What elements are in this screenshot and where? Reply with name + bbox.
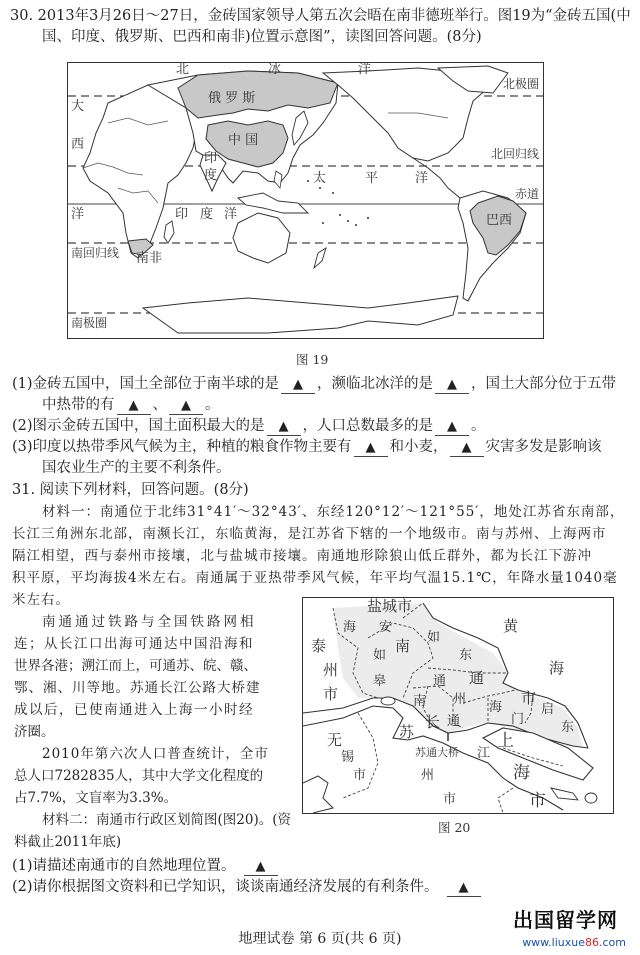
q30-sub2-text-a: (2)图示金砖五国中，国土面积最大的是 bbox=[12, 418, 265, 434]
answer-triangle-icon: ▲ bbox=[458, 880, 469, 895]
q31-transport-line: 世界各港；溯江而上，可通苏、皖、赣、 bbox=[14, 658, 257, 674]
label-gangzha-2: 通 bbox=[447, 714, 461, 729]
label-qidong-2: 东 bbox=[561, 720, 575, 735]
q31-material1-line: 米左右。 bbox=[12, 592, 70, 608]
label-yellow-sea-1: 黄 bbox=[503, 617, 519, 635]
q30-sub3-line2: 国农业生产的主要不利条件。 bbox=[42, 460, 231, 476]
europe-africa-outline bbox=[83, 85, 198, 258]
label-equator: 赤道 bbox=[514, 187, 539, 201]
label-taizhou-3: 市 bbox=[323, 685, 339, 703]
page-footer: 地理试卷 第 6 页(共 6 页) bbox=[238, 931, 402, 947]
label-yangtze-2: 江 bbox=[477, 746, 491, 761]
q31-material1-line: 材料一：南通位于北纬31°41′～32°43′、东经120°12′～121°55′，地处江苏省东南部， bbox=[42, 504, 625, 520]
label-arctic-ocean-3: 洋 bbox=[358, 62, 372, 77]
australia-outline bbox=[233, 213, 290, 263]
answer-triangle-icon: ▲ bbox=[128, 398, 139, 413]
label-indian-2: 度 bbox=[200, 207, 214, 222]
label-taizhou-2: 州 bbox=[323, 661, 339, 679]
label-indian-1: 印 bbox=[175, 207, 189, 222]
q30-sub2-text-b: ，人口总数最多的是 bbox=[302, 418, 434, 434]
label-haimen-2: 门 bbox=[511, 712, 525, 727]
label-gangzha-1: 南 bbox=[413, 694, 427, 709]
label-haian-1: 海 bbox=[343, 620, 357, 635]
label-atlantic-2: 西 bbox=[71, 137, 85, 152]
world-map-drawing bbox=[68, 63, 543, 338]
q30-sub3-text-b: 和小麦， bbox=[389, 439, 448, 455]
label-wuxi-1: 无 bbox=[327, 731, 343, 749]
label-haian-2: 安 bbox=[379, 620, 393, 635]
q30-sub1-text-d: 中热带的有 bbox=[42, 397, 115, 413]
q31-material1-line: 积平原，平均海拔4米左右。南通属于亚热带季风气候，年平均气温15.1℃，年降水量1040毫 bbox=[12, 570, 618, 586]
label-shanghai-1: 上 bbox=[497, 731, 514, 751]
label-atlantic-1: 大 bbox=[71, 99, 85, 114]
label-indian-3: 洋 bbox=[224, 207, 238, 222]
label-tropic-of-cancer: 北回归线 bbox=[490, 147, 539, 161]
label-qidong-1: 启 bbox=[541, 702, 555, 717]
q30-sub1-line2 bbox=[42, 395, 220, 415]
label-suzhou-2: 州 bbox=[421, 768, 435, 783]
answer-blank-favorable-conditions[interactable] bbox=[447, 879, 481, 897]
q30-sub3-line1 bbox=[12, 437, 602, 457]
q30-sub3-text-c: 灾害多发是影响该 bbox=[485, 439, 602, 455]
q31-transport-line: 连；从长江口出海可通达中国沿海和 bbox=[14, 636, 254, 652]
label-shanghai-3: 市 bbox=[529, 791, 546, 811]
label-haimen-1: 海 bbox=[489, 700, 503, 715]
q31-intro: 31. 阅读下列材料，回答问题。(8分) bbox=[12, 482, 249, 498]
label-sutong-bridge: 苏通大桥 bbox=[415, 746, 459, 759]
label-suzhou-3: 市 bbox=[443, 792, 457, 807]
q31-material2-line: 料截止2011年底) bbox=[14, 834, 122, 850]
q31-census-line: 总人口7282835人，其中大学文化程度的 bbox=[14, 768, 264, 784]
q31-transport-line: 成以后，已使南通进入上海一小时经 bbox=[14, 702, 254, 718]
answer-triangle-icon: ▲ bbox=[255, 859, 266, 874]
figure-19-caption: 图 19 bbox=[296, 352, 329, 367]
label-tongzhou-2: 州 bbox=[453, 692, 467, 707]
label-pacific-2: 平 bbox=[365, 171, 379, 186]
q30-sub1-text-c: ，国土大部分位于五带 bbox=[471, 376, 617, 392]
label-arctic-circle: 北极圈 bbox=[502, 77, 539, 91]
q30-sub1-line1 bbox=[12, 374, 616, 394]
label-pacific-3: 洋 bbox=[415, 171, 429, 186]
watermark-url bbox=[522, 936, 626, 950]
label-arctic-ocean-2: 冰 bbox=[268, 62, 282, 77]
label-suzhou-1: 苏 bbox=[399, 723, 415, 741]
answer-blank-crop[interactable] bbox=[354, 439, 388, 457]
answer-triangle-icon: ▲ bbox=[181, 398, 191, 413]
answer-blank-disaster[interactable] bbox=[450, 439, 484, 457]
watermark-logo-text: 出国留学网 bbox=[513, 908, 618, 932]
label-taizhou-1: 泰 bbox=[311, 637, 327, 655]
watermark-url-part2: 86 bbox=[585, 936, 599, 949]
answer-blank-tropical-1[interactable] bbox=[117, 397, 151, 415]
label-wuxi-3: 市 bbox=[353, 768, 367, 783]
label-arctic-ocean-1: 北 bbox=[176, 62, 190, 77]
q30-intro-line1: 30. 2013年3月26日～27日，金砖国家领导人第五次会晤在南非德班举行。图19为“金砖五国(中 bbox=[10, 8, 631, 24]
answer-blank-largest-area[interactable] bbox=[267, 418, 301, 436]
label-yangtze-1: 长 bbox=[425, 713, 441, 731]
label-tropic-of-capricorn: 南回归线 bbox=[71, 246, 120, 260]
label-yellow-sea-2: 海 bbox=[549, 659, 565, 677]
q31-transport-line: 鄂、湘、川等地。苏通长江公路大桥建 bbox=[14, 680, 261, 696]
answer-blank-location[interactable] bbox=[244, 858, 278, 876]
answer-triangle-icon: ▲ bbox=[447, 377, 458, 392]
figure-20-caption: 图 20 bbox=[438, 820, 471, 835]
q30-sub2-text-c: 。 bbox=[471, 418, 486, 434]
label-atlantic-3: 洋 bbox=[71, 207, 85, 222]
label-tongzhou-1: 通 bbox=[433, 674, 447, 689]
figure-19-world-map bbox=[67, 62, 544, 339]
q30-sub1-text-f: 。 bbox=[205, 397, 220, 413]
label-pacific-1: 太 bbox=[313, 171, 327, 186]
answer-triangle-icon: ▲ bbox=[278, 419, 289, 434]
q31-sub2 bbox=[12, 877, 483, 897]
q31-sub1-text: (1)请描述南通市的自然地理位置。 bbox=[12, 858, 236, 874]
watermark-url-part3: .com bbox=[599, 936, 626, 949]
antarctica-outline bbox=[143, 296, 458, 333]
q31-transport-line: 南通通过铁路与全国铁路网相 bbox=[42, 614, 257, 630]
answer-triangle-icon: ▲ bbox=[293, 377, 304, 392]
q31-material1-line: 隔江相望，西与泰州市接壤，北与盐城市接壤。南通地形除狼山低丘群外，都为长江下游冲 bbox=[12, 548, 592, 564]
q30-sub3-text-a: (3)印度以热带季风气候为主，种植的粮食作物主要有 bbox=[12, 439, 352, 455]
label-wuxi-2: 锡 bbox=[341, 750, 355, 765]
label-rudong-2: 东 bbox=[459, 648, 473, 663]
figure-20-nantong-map bbox=[302, 597, 614, 814]
q30-sub1-text-b: ，濒临北冰洋的是 bbox=[317, 376, 434, 392]
answer-triangle-icon: ▲ bbox=[447, 419, 458, 434]
watermark-url-part1: www.liuxue bbox=[522, 936, 585, 949]
q31-material1-line: 长江三角洲东北部，南濒长江，东临黄海，是江苏省下辖的一个地级市。南与苏州、上海两市 bbox=[12, 526, 607, 542]
q31-census-line: 占7.7%，文盲率为3.3%。 bbox=[14, 790, 178, 806]
q30-intro-line2: 国、印度、俄罗斯、巴西和南非)位置示意图”，读图回答问题。(8分) bbox=[42, 29, 482, 45]
label-nantong-city-2: 通 bbox=[469, 669, 485, 687]
answer-triangle-icon: ▲ bbox=[461, 440, 472, 455]
label-china: 中 国 bbox=[228, 133, 259, 148]
q30-sub2 bbox=[12, 416, 486, 436]
label-india-2: 度 bbox=[204, 168, 218, 183]
label-rugao-2: 皋 bbox=[373, 674, 387, 689]
answer-blank-tropical-2[interactable] bbox=[169, 397, 203, 415]
answer-blank-southern-hemisphere[interactable] bbox=[281, 376, 315, 394]
label-rudong-1: 如 bbox=[427, 630, 441, 645]
label-nantong-city-3: 市 bbox=[521, 689, 537, 707]
q31-sub2-text: (2)请你根据图文资料和已学知识，谈谈南通经济发展的有利条件。 bbox=[12, 879, 439, 895]
q31-census-line: 2010年第六次人口普查统计，全市 bbox=[42, 746, 269, 762]
label-antarctic-circle: 南极圈 bbox=[71, 316, 108, 330]
q31-transport-line: 济圈。 bbox=[14, 724, 55, 740]
label-shanghai-2: 海 bbox=[513, 763, 530, 783]
answer-blank-arctic-ocean[interactable] bbox=[435, 376, 469, 394]
label-south-africa: 南非 bbox=[136, 251, 163, 266]
label-nantong-city-1: 南 bbox=[395, 637, 411, 655]
answer-triangle-icon: ▲ bbox=[365, 440, 376, 455]
answer-blank-largest-population[interactable] bbox=[435, 418, 469, 436]
q31-material2-line: 材料二：南通市行政区划简图(图20)。(资 bbox=[42, 812, 291, 828]
label-russia: 俄 罗 斯 bbox=[208, 91, 256, 106]
q31-sub1 bbox=[12, 856, 280, 876]
label-rugao-1: 如 bbox=[373, 648, 387, 663]
label-yancheng: 盐城市 bbox=[367, 597, 413, 615]
q30-sub1-text-e: 、 bbox=[152, 397, 167, 413]
q30-sub1-text-a: (1)金砖五国中，国土全部位于南半球的是 bbox=[12, 376, 280, 392]
label-india-1: 印 bbox=[204, 151, 218, 166]
label-brazil: 巴西 bbox=[486, 213, 513, 228]
